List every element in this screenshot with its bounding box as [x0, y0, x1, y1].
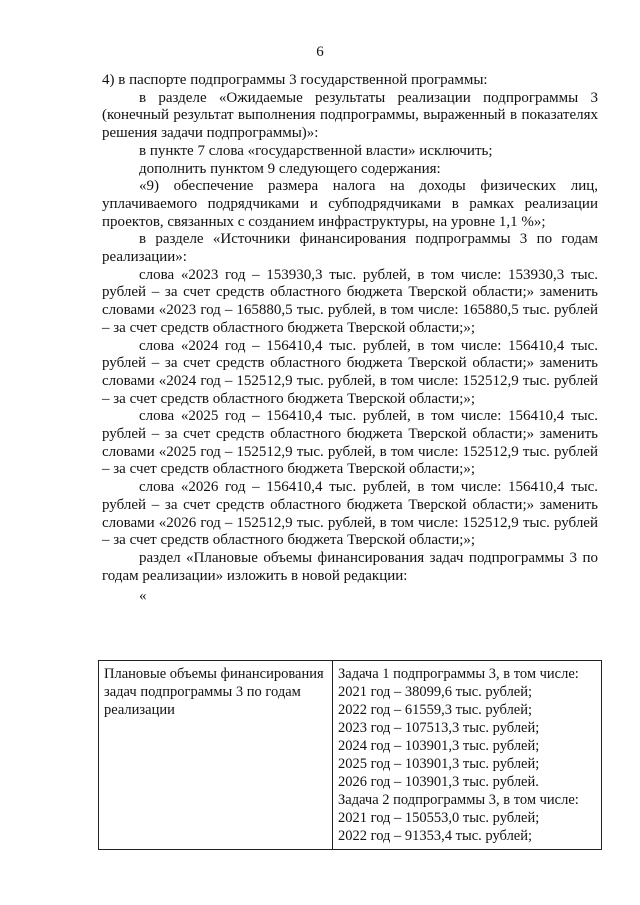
paragraph: 4) в паспорте подпрограммы 3 государственной программы: — [102, 72, 488, 88]
paragraph: слова «2023 год – 153930,3 тыс. рублей, в том числе: 153930,3 тыс. рублей – за счет средств областного бюджета Тверской области;» заменить словами «2023 год – 165880,5 тыс. рублей, в том числе: 165880,5 тыс. рублей – за счет средств областного бюджета Тверской области;»; — [102, 266, 598, 336]
table-line: 2024 год – 103901,3 тыс. рублей; — [338, 738, 540, 754]
table-line: 2026 год – 103901,3 тыс. рублей. — [338, 774, 539, 790]
table-line: 2021 год – 150553,0 тыс. рублей; — [338, 810, 540, 826]
table-row — [99, 661, 602, 850]
paragraph: слова «2026 год – 156410,4 тыс. рублей, в том числе: 156410,4 тыс. рублей – за счет средств областного бюджета Тверской области;» заменить словами «2026 год – 152512,9 тыс. рублей, в том числе: 152512,9 тыс. рублей – за счет средств областного бюджета Тверской области;»; — [102, 479, 598, 549]
paragraph: в разделе «Источники финансирования подпрограммы 3 по годам реализации»: — [102, 231, 598, 266]
paragraph: раздел «Плановые объемы финансирования задач подпрограммы 3 по годам реализации» изложить в новой редакции: — [102, 549, 598, 584]
table-cell-label: Плановые объемы финансирования задач подпрограммы 3 по годам реализации — [99, 661, 333, 850]
table-line: 2022 год – 61559,3 тыс. рублей; — [338, 702, 533, 718]
table-line: 2023 год – 107513,3 тыс. рублей; — [338, 720, 540, 736]
table-line: 2021 год – 38099,6 тыс. рублей; — [338, 684, 533, 700]
page-number: 6 — [316, 44, 324, 60]
paragraph: в пункте 7 слова «государственной власти» исключить; — [139, 142, 493, 159]
table-line: Задача 2 подпрограммы 3, в том числе: — [338, 792, 579, 808]
financing-table — [98, 660, 602, 850]
document-body — [102, 72, 598, 603]
paragraph: дополнить пунктом 9 следующего содержания: — [139, 160, 441, 177]
table-open-quote: « — [139, 588, 147, 605]
table-line: Задача 1 подпрограммы 3, в том числе: — [338, 666, 579, 682]
paragraph: слова «2025 год – 156410,4 тыс. рублей, в том числе: 156410,4 тыс. рублей – за счет средств областного бюджета Тверской области;» заменить словами «2025 год – 152512,9 тыс. рублей, в том числе: 152512,9 тыс. рублей – за счет средств областного бюджета Тверской области;»; — [102, 408, 598, 478]
paragraph: в разделе «Ожидаемые результаты реализации подпрограммы 3 (конечный результат выполнения подпрограммы, выраженный в показателях решения задачи подпрограммы)»: — [102, 89, 598, 142]
paragraph: «9) обеспечение размера налога на доходы физических лиц, уплачиваемого подрядчиками и субподрядчиками в рамках реализации проектов, связанных с созданием инфраструктуры, на уровне 1,1 %»; — [102, 178, 598, 230]
paragraph: слова «2024 год – 156410,4 тыс. рублей, в том числе: 156410,4 тыс. рублей – за счет средств областного бюджета Тверской области;» заменить словами «2024 год – 152512,9 тыс. рублей, в том числе: 152512,9 тыс. рублей – за счет средств областного бюджета Тверской области;»; — [102, 337, 598, 407]
table-line: 2025 год – 103901,3 тыс. рублей; — [338, 756, 540, 772]
table-line: 2022 год – 91353,4 тыс. рублей; — [338, 828, 533, 844]
table-cell-values — [333, 661, 602, 850]
